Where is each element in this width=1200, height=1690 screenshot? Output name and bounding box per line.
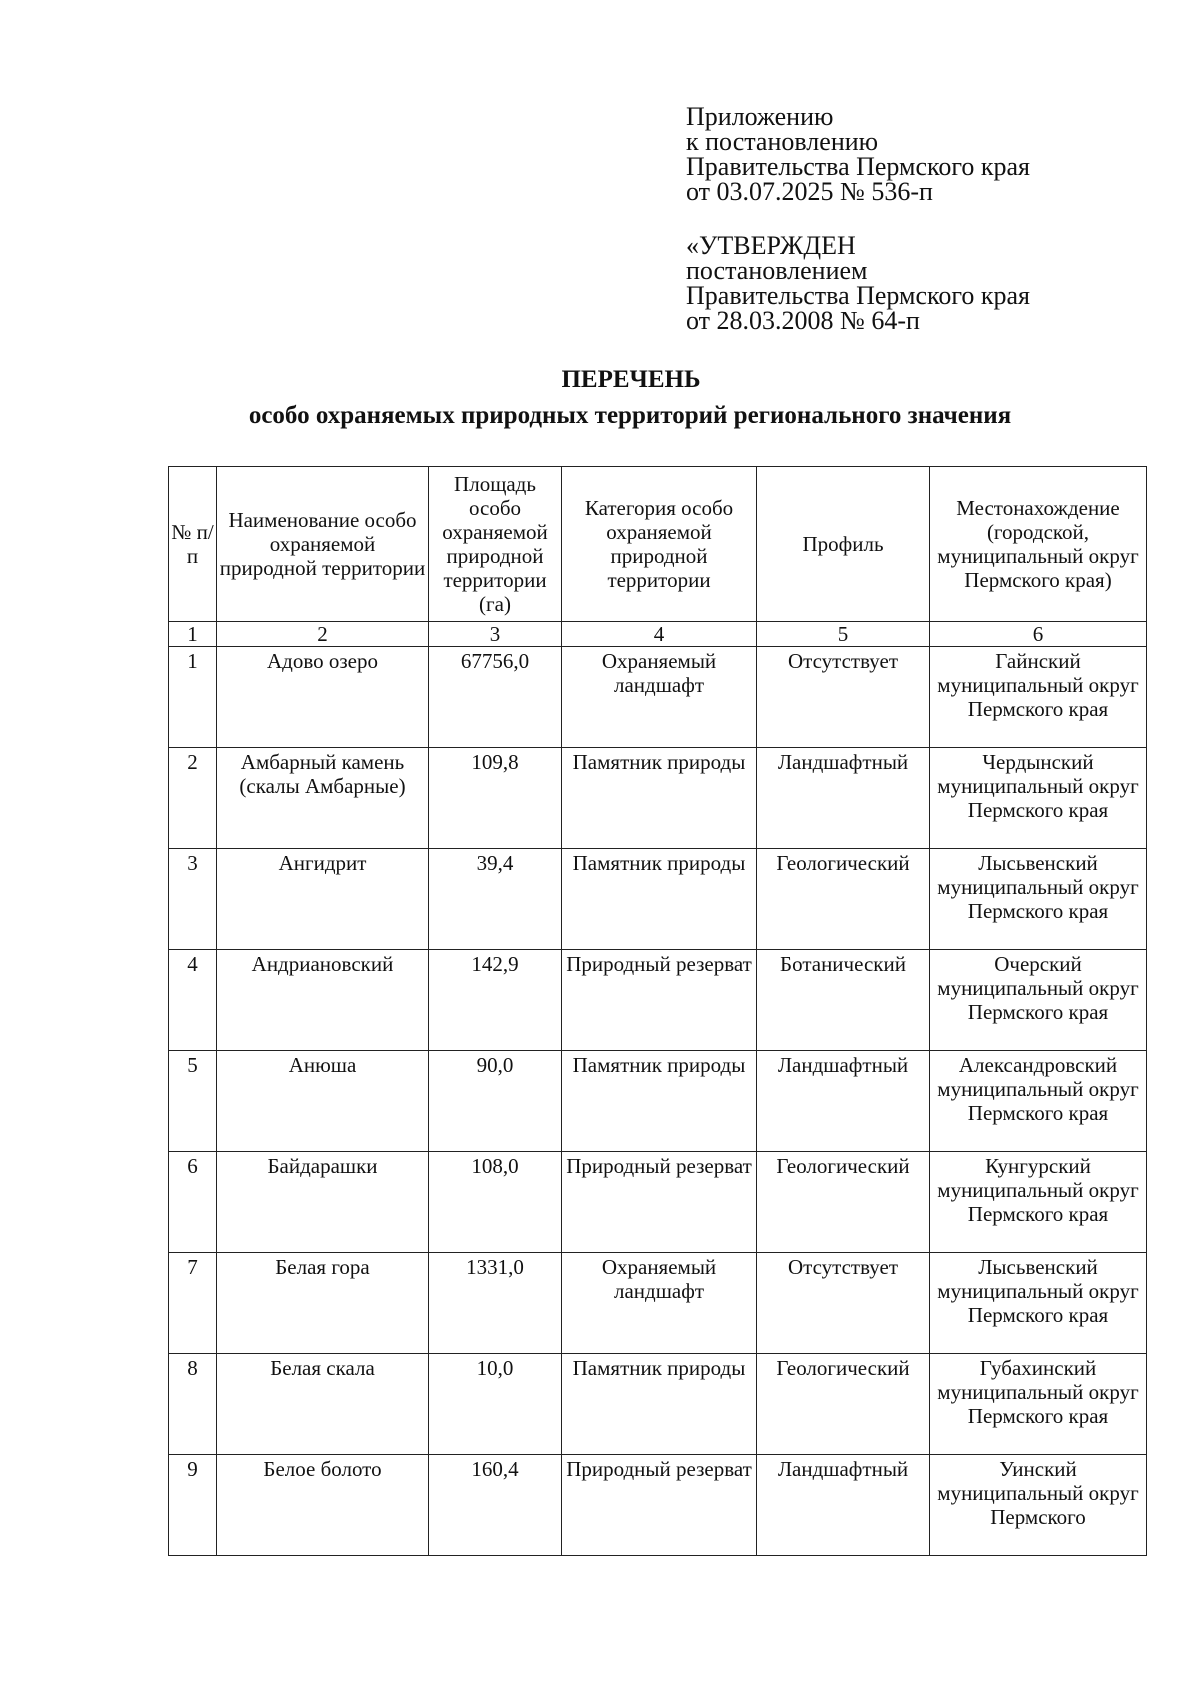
cell-profile: Отсутствует (757, 1253, 930, 1354)
cell-number: 6 (169, 1152, 217, 1253)
cell-profile: Геологический (757, 1354, 930, 1455)
approval-line: Правительства Пермского края (686, 281, 1030, 310)
cell-name: Адово озеро (217, 647, 429, 748)
cell-category: Памятник природы (562, 849, 757, 950)
appendix-line: к постановлению (686, 127, 879, 156)
approval-line: от 28.03.2008 № 64-п (686, 306, 920, 335)
cell-location: Лысьвенский муниципальный округ Пермского края (930, 849, 1147, 950)
cell-location: Гайнский муниципальный округ Пермского края (930, 647, 1147, 748)
cell-name: Андриановский (217, 950, 429, 1051)
cell-area: 67756,0 (429, 647, 562, 748)
cell-number: 2 (169, 748, 217, 849)
table-row (169, 950, 1147, 1051)
cell-location: Очерский муниципальный округ Пермского края (930, 950, 1147, 1051)
cell-area: 142,9 (429, 950, 562, 1051)
cell-profile: Ботанический (757, 950, 930, 1051)
header-name: Наименование особо охраняемой природной территории (217, 467, 429, 622)
approval-line: «УТВЕРЖДЕН (686, 231, 856, 260)
cell-category: Природный резерват (562, 1152, 757, 1253)
document-subtitle: особо охраняемых природных территорий регионального значения (248, 402, 1012, 429)
cell-number: 7 (169, 1253, 217, 1354)
cell-name: Амбарный камень (скалы Амбарные) (217, 748, 429, 849)
cell-profile: Ландшафтный (757, 1051, 930, 1152)
cell-area: 10,0 (429, 1354, 562, 1455)
header-area: Площадь особо охраняемой природной территории (га) (429, 467, 562, 622)
cell-name: Белая гора (217, 1253, 429, 1354)
cell-name: Байдарашки (217, 1152, 429, 1253)
cell-name: Анюша (217, 1051, 429, 1152)
header-number: № п/п (169, 467, 217, 622)
cell-name: Белое болото (217, 1455, 429, 1556)
header-profile: Профиль (757, 467, 930, 622)
cell-category: Природный резерват (562, 950, 757, 1051)
cell-number: 9 (169, 1455, 217, 1556)
cell-area: 90,0 (429, 1051, 562, 1152)
cell-category: Охраняемый ландшафт (562, 647, 757, 748)
cell-category: Природный резерват (562, 1455, 757, 1556)
cell-number: 4 (169, 950, 217, 1051)
table-row (169, 1253, 1147, 1354)
cell-profile: Геологический (757, 849, 930, 950)
column-number: 1 (169, 622, 217, 647)
cell-number: 1 (169, 647, 217, 748)
approval-line: постановлением (686, 256, 868, 285)
appendix-line: Приложению (686, 102, 834, 131)
header-location: Местонахождение (городской, муниципальный округ Пермского края) (930, 467, 1147, 622)
cell-location: Кунгурский муниципальный округ Пермского края (930, 1152, 1147, 1253)
cell-name: Ангидрит (217, 849, 429, 950)
column-numbers-row (169, 622, 1147, 647)
column-number: 6 (930, 622, 1147, 647)
cell-location: Лысьвенский муниципальный округ Пермского края (930, 1253, 1147, 1354)
table-row (169, 1152, 1147, 1253)
cell-profile: Отсутствует (757, 647, 930, 748)
cell-area: 160,4 (429, 1455, 562, 1556)
document-title: ПЕРЕЧЕНЬ (561, 366, 701, 393)
cell-location: Уинский муниципальный округ Пермского (930, 1455, 1147, 1556)
cell-area: 39,4 (429, 849, 562, 950)
table-row (169, 1354, 1147, 1455)
cell-location: Губахинский муниципальный округ Пермского края (930, 1354, 1147, 1455)
table-row (169, 1051, 1147, 1152)
column-number: 4 (562, 622, 757, 647)
header-category: Категория особо охраняемой природной территории (562, 467, 757, 622)
table-row (169, 1455, 1147, 1556)
table-row (169, 647, 1147, 748)
cell-location: Александровский муниципальный округ Пермского края (930, 1051, 1147, 1152)
appendix-line: от 03.07.2025 № 536-п (686, 177, 933, 206)
cell-category: Охраняемый ландшафт (562, 1253, 757, 1354)
appendix-line: Правительства Пермского края (686, 152, 1030, 181)
cell-number: 5 (169, 1051, 217, 1152)
cell-area: 1331,0 (429, 1253, 562, 1354)
table-row (169, 849, 1147, 950)
cell-category: Памятник природы (562, 748, 757, 849)
cell-category: Памятник природы (562, 1051, 757, 1152)
column-number: 3 (429, 622, 562, 647)
table-header-row (169, 467, 1147, 622)
cell-location: Чердынский муниципальный округ Пермского края (930, 748, 1147, 849)
cell-profile: Геологический (757, 1152, 930, 1253)
cell-name: Белая скала (217, 1354, 429, 1455)
table-row (169, 748, 1147, 849)
cell-area: 108,0 (429, 1152, 562, 1253)
cell-profile: Ландшафтный (757, 1455, 930, 1556)
cell-profile: Ландшафтный (757, 748, 930, 849)
column-number: 5 (757, 622, 930, 647)
territories-table (168, 466, 1147, 1556)
cell-area: 109,8 (429, 748, 562, 849)
appendix-block (686, 104, 1106, 204)
cell-number: 3 (169, 849, 217, 950)
column-number: 2 (217, 622, 429, 647)
cell-category: Памятник природы (562, 1354, 757, 1455)
approval-block (686, 233, 1106, 333)
cell-number: 8 (169, 1354, 217, 1455)
